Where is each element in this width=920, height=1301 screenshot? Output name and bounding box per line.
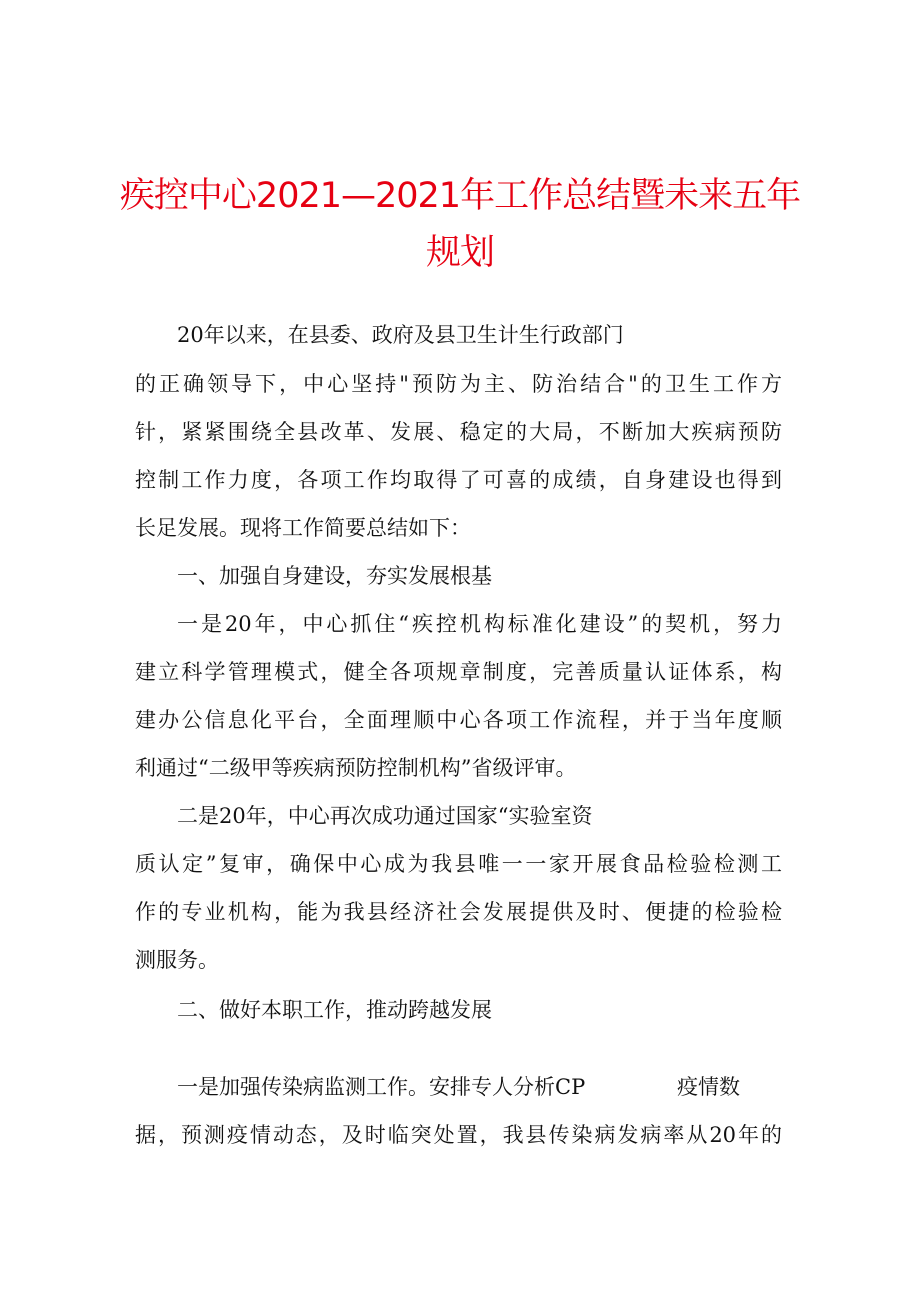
paragraph-line: 针，紧紧围绕全县改革、发展、稳定的大局，不断加大疾病预防 [135,420,782,444]
paragraph-line: 20年以来，在县委、政府及县卫生计生行政部门 [177,323,624,347]
paragraph-line: 利通过“二级甲等疾病预防控制机构”省级评审。 [135,756,577,780]
paragraph-line: 二是20年，中心再次成功通过国家“实验室资 [177,804,593,828]
paragraph-line: 控制工作力度，各项工作均取得了可喜的成绩，自身建设也得到 [135,468,782,492]
paragraph-line: 的正确领导下，中心坚持"预防为主、防治结合"的卫生工作方 [135,372,782,396]
paragraph-line: 据，预测疫情动态，及时临突处置，我县传染病发病率从20年的 [135,1123,782,1147]
paragraph-line: 作的专业机构，能为我县经济社会发展提供及时、便捷的检验检 [135,900,782,924]
section-heading: 二、做好本职工作，推动跨越发展 [177,998,492,1022]
paragraph-line: 建立科学管理模式，健全各项规章制度，完善质量认证体系，构 [135,660,782,684]
paragraph-line: 质认定”复审，确保中心成为我县唯一一家开展食品检验检测工 [135,852,782,876]
paragraph-line: 长足发展。现将工作简要总结如下： [135,516,471,540]
document-title-line-1: 疾控中心2021—2021年工作总结暨未来五年 [119,176,801,216]
section-heading: 一、加强自身建设，夯实发展根基 [177,564,492,588]
paragraph-line: 一是20年，中心抓住“疾控机构标准化建设”的契机，努力 [177,612,782,636]
paragraph-line: 测服务。 [135,948,219,972]
paragraph-line: 一是加强传染病监测工作。安排专人分析CP [177,1075,586,1099]
document-title-line-2: 规划 [425,233,494,273]
paragraph-line: 疫情数 [677,1075,740,1099]
paragraph-line: 建办公信息化平台，全面理顺中心各项工作流程，并于当年度顺 [135,708,782,732]
